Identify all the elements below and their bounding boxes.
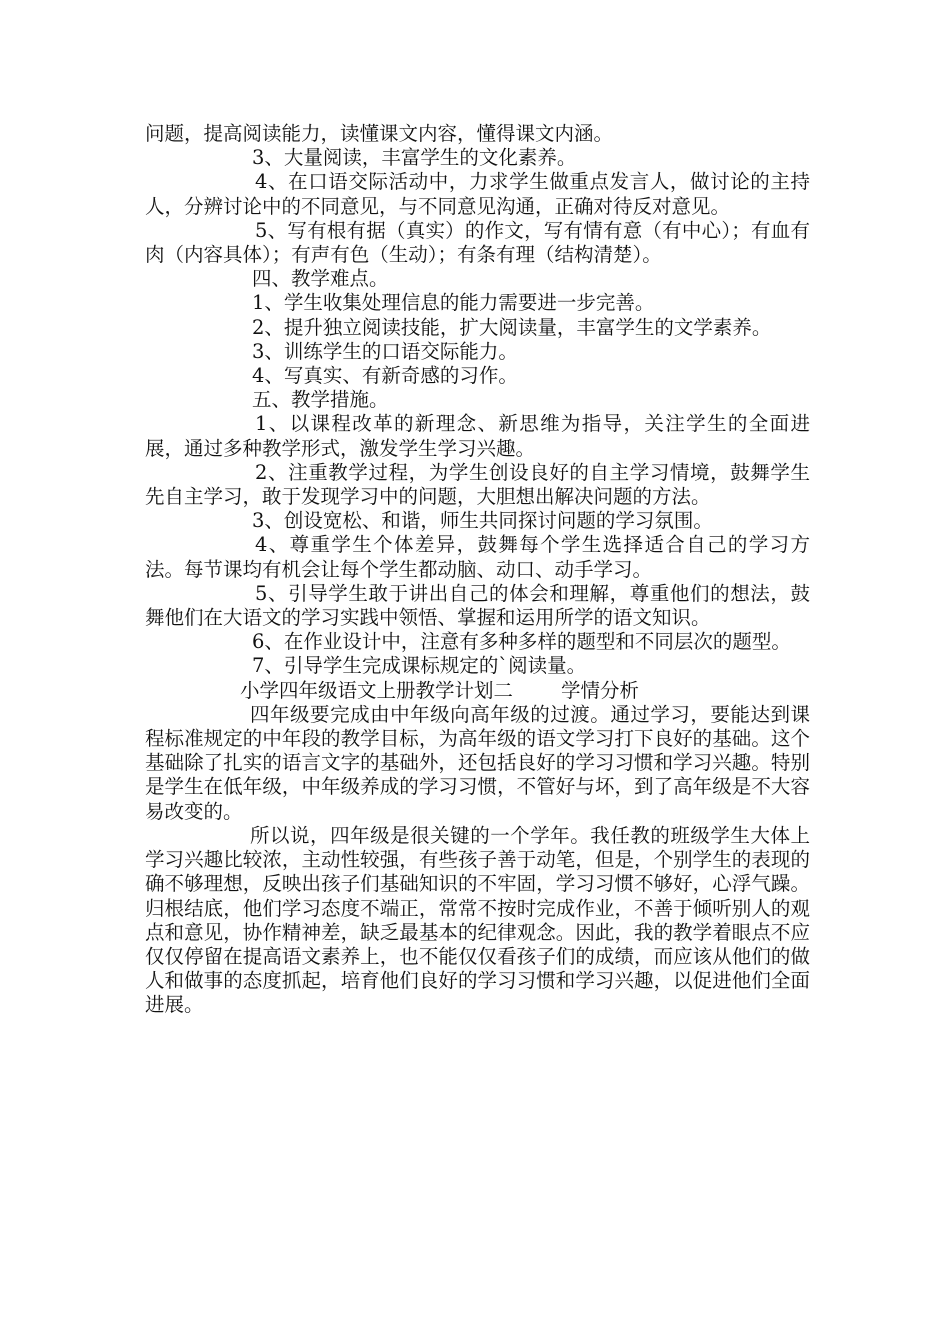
heading-teaching-measures: 五、教学措施。 bbox=[252, 388, 389, 412]
section-title: 小学四年级语文上册教学计划二 bbox=[240, 678, 514, 702]
measure-item-1: 1、以课程改革的新理念、新思维为指导，关注学生的全面进展，通过多种教学形式，激发学生学习兴趣。 bbox=[145, 412, 810, 460]
analysis-paragraph-2: 所以说，四年级是很关键的一个学年。我任教的班级学生大体上学习兴趣比较浓，主动性较强，有些孩子善于动笔，但是，个别学生的表现的确不够理想，反映出孩子们基础知识的不牢固，学习习惯不够好，心浮气躁。归根结底，他们学习态度不端正，常常不按时完成作业，不善于倾听别人的观点和意见，协作精神差，缺乏最基本的纪律观念。因此，我的教学着眼点不应仅仅停留在提高语文素养上，也不能仅仅看孩子们的成绩，而应该从他们的做人和做事的态度抓起，培育他们良好的学习习惯和学习兴趣，以促进他们全面进展。 bbox=[145, 823, 810, 1017]
measure-item-2: 2、注重教学过程，为学生创设良好的自主学习情境，鼓舞学生先自主学习，敢于发现学习中的问题，大胆想出解决问题的方法。 bbox=[145, 460, 810, 509]
section-subtitle: 学情分析 bbox=[561, 678, 640, 702]
goal-item-4: 4、在口语交际活动中，力求学生做重点发言人，做讨论的主持人，分辨讨论中的不同意见，与不同意见沟通，正确对待反对意见。 bbox=[145, 170, 810, 218]
analysis-paragraph-1: 四年级要完成由中年级向高年级的过渡。通过学习，要能达到课程标准规定的中年段的教学目标，为高年级的语文学习打下良好的基础。这个基础除了扎实的语言文字的基础外，还包括良好的学习习惯和学习兴趣。特别是学生在低年级，中年级养成的学习习惯，不管好与坏，到了高年级是不大容易改变的。 bbox=[145, 702, 810, 823]
heading-teaching-difficulties: 四、教学难点。 bbox=[252, 267, 389, 291]
difficulty-item-1: 1、学生收集处理信息的能力需要进一步完善。 bbox=[252, 291, 655, 315]
section-title-line bbox=[145, 679, 810, 703]
measure-item-5: 5、引导学生敢于讲出自己的体会和理解，尊重他们的想法，鼓舞他们在大语文的学习实践中领悟、掌握和运用所学的语文知识。 bbox=[145, 581, 810, 630]
document-body bbox=[145, 122, 810, 1018]
difficulty-item-3: 3、训练学生的口语交际能力。 bbox=[252, 339, 518, 363]
difficulty-item-4: 4、写真实、有新奇感的习作。 bbox=[252, 364, 518, 388]
measure-item-7: 7、引导学生完成课标规定的`阅读量。 bbox=[252, 654, 587, 678]
measure-item-6: 6、在作业设计中，注意有多种多样的题型和不同层次的题型。 bbox=[252, 630, 791, 654]
difficulty-item-2: 2、提升独立阅读技能，扩大阅读量，丰富学生的文学素养。 bbox=[252, 315, 772, 339]
measure-item-3: 3、创设宽松、和谐，师生共同探讨问题的学习氛围。 bbox=[252, 509, 713, 533]
paragraph-continuation: 问题，提高阅读能力，读懂课文内容，懂得课文内涵。 bbox=[145, 122, 614, 145]
measure-item-4: 4、尊重学生个体差异，鼓舞每个学生选择适合自己的学习方法。每节课均有机会让每个学生都动脑、动口、动手学习。 bbox=[145, 533, 810, 581]
goal-item-5: 5、写有根有据（真实）的作文，写有情有意（有中心）；有血有肉（内容具体）；有声有色（生动）；有条有理（结构清楚）。 bbox=[145, 218, 810, 267]
goal-item-3: 3、大量阅读，丰富学生的文化素养。 bbox=[252, 146, 577, 170]
